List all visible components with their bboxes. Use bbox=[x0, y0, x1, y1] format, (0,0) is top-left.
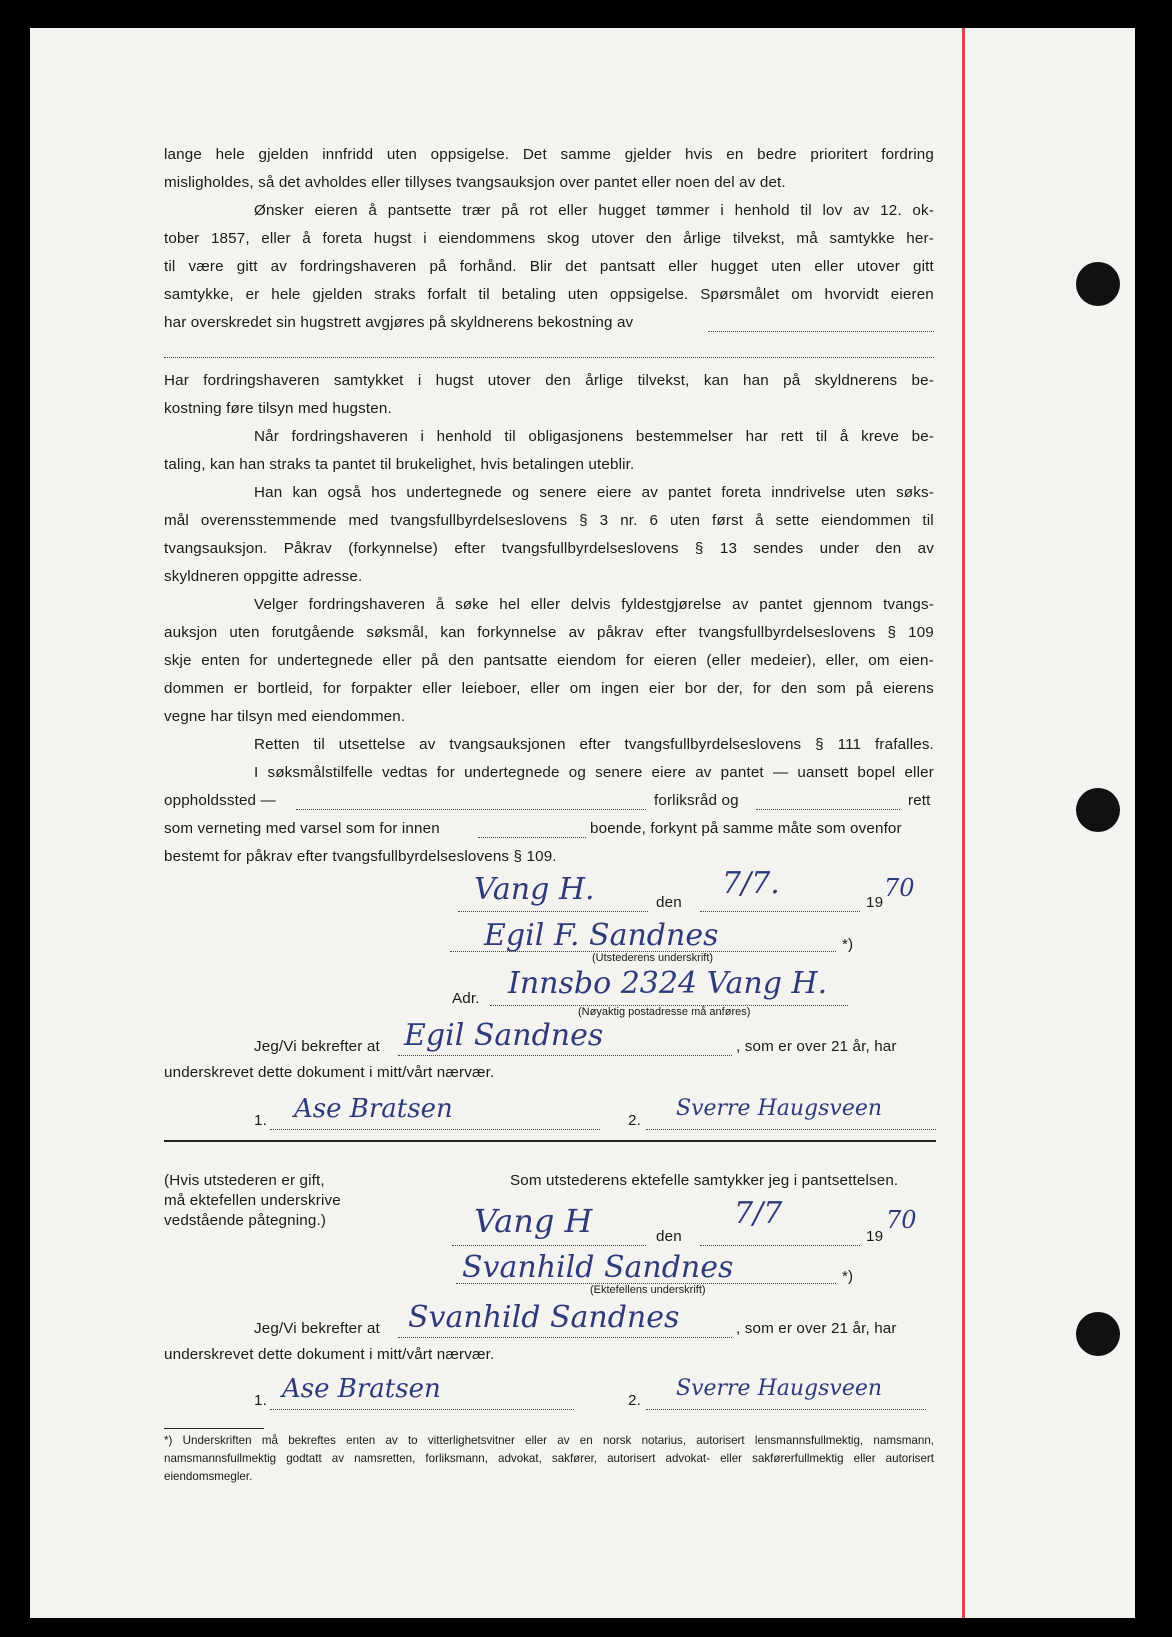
text-line: Velger fordringshaveren å søke hel eller delvis fyldestgjørelse av pantet gjennom tvangs- bbox=[254, 596, 934, 613]
handwritten-witness-1: Ase Bratsen bbox=[294, 1094, 453, 1124]
confirm-label: Jeg/Vi bekrefter at bbox=[254, 1038, 380, 1055]
text-line: som verneting med varsel som for innen bbox=[164, 820, 440, 837]
confirm-label: , som er over 21 år, har bbox=[736, 1038, 897, 1055]
spouse-note: må ektefellen underskrive bbox=[164, 1192, 341, 1209]
spouse-consent: Som utstederens ektefelle samtykker jeg i pantsettelsen. bbox=[510, 1172, 899, 1189]
fill-line bbox=[708, 330, 934, 332]
witness-line bbox=[270, 1128, 600, 1130]
year-label: 19 bbox=[866, 894, 884, 911]
text-line: skje enten for undertegnede eller på den pantsatte eiendom for eieren (eller medeier), eller, om eien- bbox=[164, 652, 934, 669]
handwritten-signature: Svanhild Sandnes bbox=[462, 1250, 734, 1285]
den-label: den bbox=[656, 1228, 682, 1245]
handwritten-signature: Egil F. Sandnes bbox=[484, 918, 719, 953]
address-caption: (Nøyaktig postadresse må anføres) bbox=[578, 1006, 751, 1018]
punch-hole-middle bbox=[1076, 788, 1120, 832]
handwritten-place: Vang H bbox=[474, 1202, 593, 1240]
text-line: Ønsker eieren å pantsette trær på rot eller hugget tømmer i henhold til lov av 12. ok- bbox=[254, 202, 934, 219]
footnote-rule bbox=[164, 1428, 264, 1429]
handwritten-address: Innsbo 2324 Vang H. bbox=[508, 966, 828, 1001]
text-line: Når fordringshaveren i henhold til obligasjonens bestemmelser har rett til å kreve be- bbox=[254, 428, 934, 445]
text-line: oppholdssted — bbox=[164, 792, 276, 809]
text-line: underskrevet dette dokument i mitt/vårt nærvær. bbox=[164, 1064, 495, 1081]
handwritten-year: 70 bbox=[886, 1206, 917, 1234]
text-line: til være gitt av fordringshaveren på forhånd. Blir det pantsatt eller hugget uten eller utover gitt bbox=[164, 258, 934, 275]
fill-line bbox=[700, 910, 860, 912]
text-line: misligholdes, så det avholdes eller tillyses tvangsauksjon over pantet eller noen del av det. bbox=[164, 174, 786, 191]
handwritten-date: 7/7 bbox=[734, 1196, 783, 1231]
handwritten-witness-2: Sverre Haugsveen bbox=[676, 1376, 883, 1401]
witness-2-label: 2. bbox=[628, 1392, 641, 1409]
text-line: har overskredet sin hugstrett avgjøres på skyldnerens bekostning av bbox=[164, 314, 634, 331]
text-line: underskrevet dette dokument i mitt/vårt nærvær. bbox=[164, 1346, 495, 1363]
footnote: *) Underskriften må bekreftes enten av to vitterlighetsvitner eller av en norsk notarius, autorisert lensmannsfullmektig, namsmann, namsmannsfullmektig godtatt av namsretten, forliksmann, advokat, sakfører, autorisert advokat- eller sakførerfullmektig eller autorisert eiendomsmegler. bbox=[164, 1434, 934, 1483]
confirm-label: Jeg/Vi bekrefter at bbox=[254, 1320, 380, 1337]
fill-line bbox=[700, 1244, 860, 1246]
text-line: bestemt for påkrav efter tvangsfullbyrdelseslovens § 109. bbox=[164, 848, 557, 865]
den-label: den bbox=[656, 894, 682, 911]
handwritten-witness-2: Sverre Haugsveen bbox=[676, 1096, 883, 1121]
fill-line bbox=[296, 808, 646, 810]
margin-red-line bbox=[962, 28, 965, 1618]
handwritten-confirm-name: Egil Sandnes bbox=[404, 1018, 604, 1053]
handwritten-year: 70 bbox=[884, 874, 915, 902]
text-line: samtykke, er hele gjelden straks forfalt til betaling uten oppsigelse. Spørsmålet om hvorvidt eieren bbox=[164, 286, 934, 303]
witness-1-label: 1. bbox=[254, 1112, 267, 1129]
fill-line bbox=[458, 910, 648, 912]
text-line: Retten til utsettelse av tvangsauksjonen efter tvangsfullbyrdelseslovens § 111 frafalles. bbox=[254, 736, 934, 753]
handwritten-date: 7/7. bbox=[722, 866, 780, 901]
text-line: forliksråd og bbox=[654, 792, 739, 809]
text-line: tober 1857, eller å foreta hugst i eiendommens skog utover den årlige tilvekst, må samtykke her- bbox=[164, 230, 934, 247]
spouse-note: (Hvis utstederen er gift, bbox=[164, 1172, 325, 1189]
signature-caption: (Utstederens underskrift) bbox=[592, 952, 714, 964]
text-line: I søksmålstilfelle vedtas for undertegnede og senere eiere av pantet — uansett bopel eller bbox=[254, 764, 934, 781]
fill-line bbox=[164, 356, 934, 358]
text-line: lange hele gjelden innfridd uten oppsigelse. Det samme gjelder hvis en bedre prioritert fordring bbox=[164, 146, 934, 163]
witness-2-label: 2. bbox=[628, 1112, 641, 1129]
spouse-note: vedstående påtegning.) bbox=[164, 1212, 327, 1229]
footnote-mark: *) bbox=[842, 1268, 854, 1285]
text-line: rett bbox=[908, 792, 931, 809]
punch-hole-bottom bbox=[1076, 1312, 1120, 1356]
signature-caption: (Ektefellens underskrift) bbox=[590, 1284, 706, 1296]
witness-line bbox=[270, 1408, 574, 1410]
handwritten-witness-1: Ase Bratsen bbox=[282, 1374, 441, 1404]
text-line: kostning føre tilsyn med hugsten. bbox=[164, 400, 392, 417]
handwritten-confirm-name: Svanhild Sandnes bbox=[408, 1300, 680, 1335]
handwritten-place: Vang H. bbox=[474, 872, 595, 907]
confirm-label: , som er over 21 år, har bbox=[736, 1320, 897, 1337]
text-line: skyldneren oppgitte adresse. bbox=[164, 568, 363, 585]
section-divider bbox=[164, 1140, 936, 1142]
witness-1-label: 1. bbox=[254, 1392, 267, 1409]
text-line: boende, forkynt på samme måte som ovenfor bbox=[590, 820, 902, 837]
text-line: taling, kan han straks ta pantet til brukelighet, hvis betalingen uteblir. bbox=[164, 456, 635, 473]
text-line: mål overensstemmende med tvangsfullbyrdelseslovens § 3 nr. 6 uten først å sette eiendommen til bbox=[164, 512, 934, 529]
text-line: tvangsauksjon. Påkrav (forkynnelse) efter tvangsfullbyrdelseslovens § 13 sendes under den av bbox=[164, 540, 934, 557]
fill-line bbox=[398, 1336, 732, 1338]
text-line: dommen er bortleid, for forpakter eller leieboer, eller om ingen eier bor der, for den som på eierens bbox=[164, 680, 934, 697]
address-label: Adr. bbox=[452, 990, 480, 1007]
witness-line bbox=[646, 1128, 936, 1130]
witness-line bbox=[646, 1408, 926, 1410]
punch-hole-top bbox=[1076, 262, 1120, 306]
text-line: Har fordringshaveren samtykket i hugst utover den årlige tilvekst, kan han på skyldnerens be- bbox=[164, 372, 934, 389]
fill-line bbox=[756, 808, 900, 810]
footnote-mark: *) bbox=[842, 936, 854, 953]
fill-line bbox=[452, 1244, 646, 1246]
fill-line bbox=[398, 1054, 732, 1056]
year-label: 19 bbox=[866, 1228, 884, 1245]
fill-line bbox=[478, 836, 586, 838]
text-line: Han kan også hos undertegnede og senere eiere av pantet foreta inndrivelse uten søks- bbox=[254, 484, 934, 501]
text-line: auksjon uten forutgående søksmål, kan forkynnelse av påkrav efter tvangsfullbyrdelseslovens § 109 bbox=[164, 624, 934, 641]
text-line: vegne har tilsyn med eiendommen. bbox=[164, 708, 406, 725]
